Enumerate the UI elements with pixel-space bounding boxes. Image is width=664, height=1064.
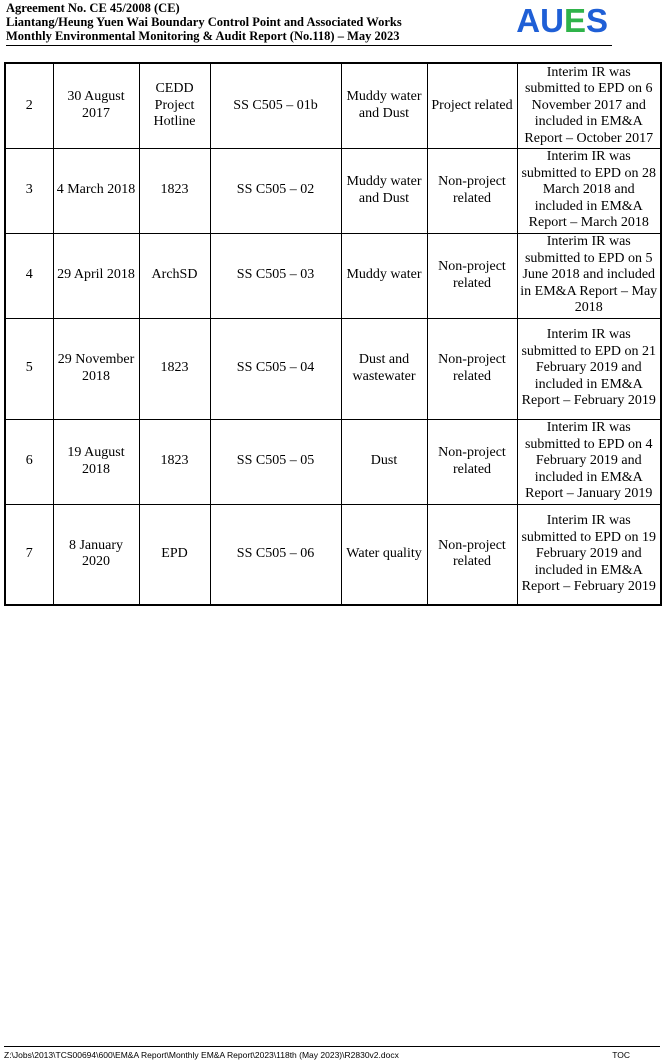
cell-no: 7	[5, 504, 53, 605]
cell-status: Interim IR was submitted to EPD on 28 March 2018 and included in EM&A Report – March 2018	[517, 148, 661, 233]
cell-reference: SS C505 – 03	[210, 233, 341, 318]
complaint-record-table	[4, 62, 662, 606]
cell-reference: SS C505 – 06	[210, 504, 341, 605]
cell-reference: SS C505 – 04	[210, 318, 341, 419]
cell-date: 29 November 2018	[53, 318, 139, 419]
cell-no: 4	[5, 233, 53, 318]
cell-relation: Non-project related	[427, 504, 517, 605]
cell-status: Interim IR was submitted to EPD on 21 February 2019 and included in EM&A Report – February 2019	[517, 318, 661, 419]
table-row	[5, 419, 661, 504]
cell-relation: Non-project related	[427, 233, 517, 318]
table-row	[5, 318, 661, 419]
cell-nature: Dust and wastewater	[341, 318, 427, 419]
cell-reference: SS C505 – 05	[210, 419, 341, 504]
cell-source: ArchSD	[139, 233, 210, 318]
cell-no: 3	[5, 148, 53, 233]
cell-date: 30 August 2017	[53, 63, 139, 148]
table-row	[5, 504, 661, 605]
toc-link[interactable]: TOC	[612, 1050, 630, 1060]
cell-date: 29 April 2018	[53, 233, 139, 318]
cell-nature: Muddy water and Dust	[341, 63, 427, 148]
cell-no: 6	[5, 419, 53, 504]
cell-nature: Muddy water	[341, 233, 427, 318]
document-path: Z:\Jobs\2013\TCS00694\600\EM&A Report\Monthly EM&A Report\2023\118th (May 2023)\R2830v2.docx	[4, 1050, 399, 1060]
logo-letter-e: E	[563, 2, 586, 39]
cell-relation: Non-project related	[427, 318, 517, 419]
cell-source: 1823	[139, 419, 210, 504]
project-title: Liantang/Heung Yuen Wai Boundary Control Point and Associated Works	[6, 15, 402, 29]
cell-status: Interim IR was submitted to EPD on 6 November 2017 and included in EM&A Report – October 2017	[517, 63, 661, 148]
logo-letter-u: U	[540, 2, 564, 39]
logo-letter-a: A	[516, 2, 541, 39]
cell-reference: SS C505 – 02	[210, 148, 341, 233]
cell-reference: SS C505 – 01b	[210, 63, 341, 148]
cell-status: Interim IR was submitted to EPD on 5 June 2018 and included in EM&A Report – May 2018	[517, 233, 661, 318]
cell-relation: Non-project related	[427, 148, 517, 233]
table-row	[5, 148, 661, 233]
cell-nature: Dust	[341, 419, 427, 504]
cell-no: 5	[5, 318, 53, 419]
cell-source: CEDD Project Hotline	[139, 63, 210, 148]
cell-relation: Non-project related	[427, 419, 517, 504]
cell-date: 8 January 2020	[53, 504, 139, 605]
logo-letter-s: S	[585, 2, 608, 39]
report-title: Monthly Environmental Monitoring & Audit Report (No.118) – May 2023	[6, 29, 400, 43]
table-row	[5, 233, 661, 318]
cell-source: 1823	[139, 148, 210, 233]
cell-source: EPD	[139, 504, 210, 605]
cell-date: 4 March 2018	[53, 148, 139, 233]
cell-source: 1823	[139, 318, 210, 419]
table-row	[5, 63, 661, 148]
cell-no: 2	[5, 63, 53, 148]
cell-nature: Water quality	[341, 504, 427, 605]
aues-logo	[516, 3, 608, 39]
cell-status: Interim IR was submitted to EPD on 19 February 2019 and included in EM&A Report – February 2019	[517, 504, 661, 605]
cell-relation: Project related	[427, 63, 517, 148]
agreement-number: Agreement No. CE 45/2008 (CE)	[6, 1, 180, 15]
page-footer	[4, 1046, 660, 1061]
cell-date: 19 August 2018	[53, 419, 139, 504]
cell-nature: Muddy water and Dust	[341, 148, 427, 233]
cell-status: Interim IR was submitted to EPD on 4 February 2019 and included in EM&A Report – January 2019	[517, 419, 661, 504]
page-header	[6, 1, 612, 46]
